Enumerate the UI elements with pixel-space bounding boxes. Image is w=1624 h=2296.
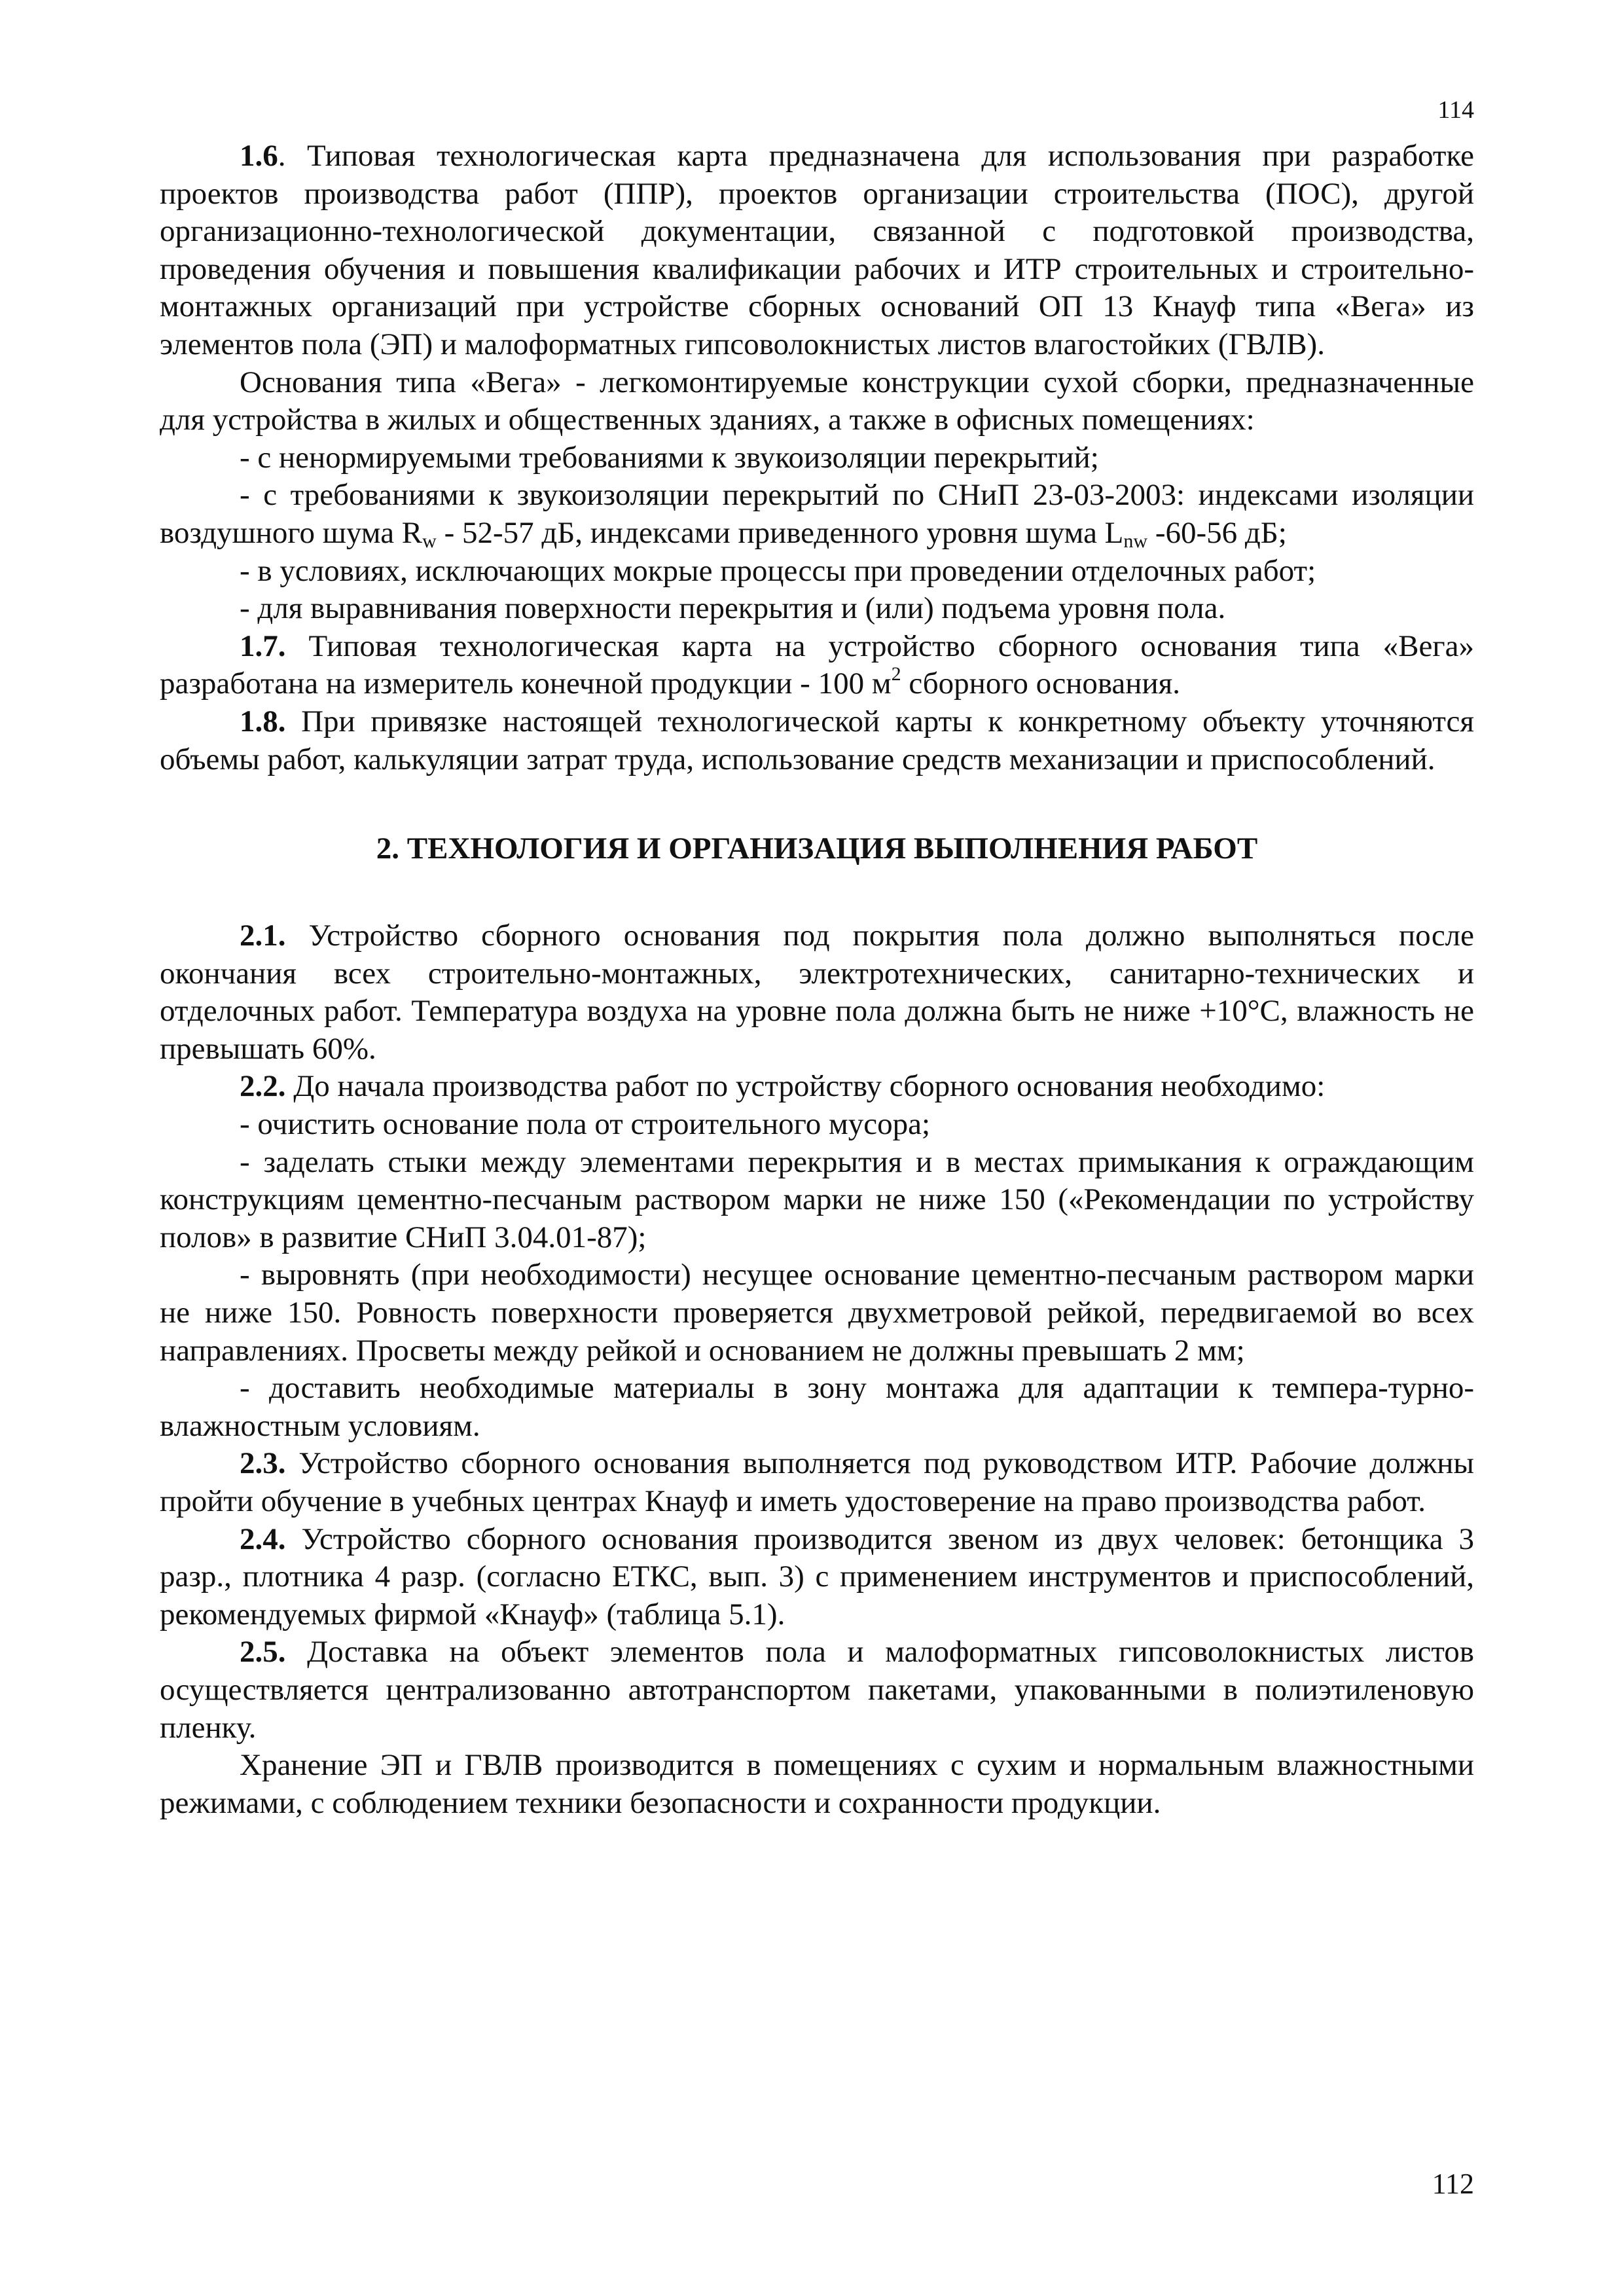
page-number-top: 114	[1437, 96, 1474, 124]
paragraph-2-1: 2.1. Устройство сборного основания под покрытия пола должно выполняться после окончания всех строительно-монтажных, электротехнических, санитарно-технических и отделочных работ. Температура воздуха на уровне пола должна быть не ниже +10°С, влажность не превышать 60%.	[160, 919, 1474, 1066]
paragraph-number: 2.3.	[240, 1446, 286, 1481]
list-item: - доставить необходимые материалы в зону монтажа для адаптации к темпера-турно-влажностным условиям.	[160, 1371, 1474, 1443]
paragraph-text: . Типовая технологическая карта предназначена для использования при разработке проектов производства работ (ППР), проектов организации строительства (ПОС), другой организационно-технологической документации, связанной с подготовкой производства, проведения обучения и повышения квалификации рабочих и ИТР строительных и строительно-монтажных организаций при устройстве сборных оснований ОП 13 Кнауф типа «Вега» из элементов пола (ЭП) и малоформатных гипсоволокнистых листов влагостойких (ГВЛВ).	[160, 139, 1474, 361]
paragraph-1-8: 1.8. При привязке настоящей технологической карты к конкретному объекту уточняются объемы работ, калькуляции затрат труда, использование средств механизации и приспособлений.	[160, 704, 1474, 776]
paragraph-2-3: 2.3. Устройство сборного основания выполняется под руководством ИТР. Рабочие должны пройти обучение в учебных центрах Кнауф и иметь удостоверение на право производства работ.	[160, 1446, 1474, 1518]
paragraph-2-5: 2.5. Доставка на объект элементов пола и малоформатных гипсоволокнистых листов осуществляется централизованно автотранспортом пакетами, упакованными в полиэтиленовую пленку.	[160, 1635, 1474, 1745]
paragraph-number: 2.2.	[240, 1069, 286, 1104]
list-item: - заделать стыки между элементами перекрытия и в местах примыкания к ограждающим конструкциям цементно-песчаным раствором марки не ниже 150 («Рекомендации по устройству полов» в развитие СНиП 3.04.01-87);	[160, 1144, 1474, 1254]
paragraph-number: 2.5.	[240, 1635, 286, 1669]
paragraph-1-7: 1.7. Типовая технологическая карта на устройство сборного основания типа «Вега» разработана на измеритель конечной продукции - 100 $м^2$ сборного основания.	[160, 629, 1474, 701]
paragraph-2-4: 2.4. Устройство сборного основания производится звеном из двух человек: бетонщика 3 разр., плотника 4 разр. (согласно ЕТКС, вып. 3) с применением инструментов и приспособлений, рекомендуемых фирмой «Кнауф» (таблица 5.1).	[160, 1522, 1474, 1631]
list-item: - в условиях, исключающих мокрые процессы при проведении отделочных работ;	[240, 553, 1316, 588]
paragraph-number: 2.4.	[240, 1522, 286, 1556]
paragraph-number: 2.1.	[240, 919, 286, 953]
list-item: - для выравнивания поверхности перекрытия и (или) подъема уровня пола.	[240, 591, 1226, 626]
paragraph-storage: Хранение ЭП и ГВЛВ производится в помещениях с сухим и нормальным влажностными режимами, с соблюдением техники безопасности и сохранности продукции.	[160, 1748, 1474, 1820]
paragraph-1-6	[160, 137, 1474, 364]
paragraph-number: 1.8.	[240, 704, 286, 738]
page-number-bottom: 112	[1432, 2168, 1474, 2200]
paragraph-number: 1.7.	[240, 629, 286, 663]
paragraph-2-2: 2.2. До начала производства работ по устройству сборного основания необходимо:	[240, 1069, 1326, 1104]
document-body	[160, 137, 1474, 1822]
section-heading: 2. ТЕХНОЛОГИЯ И ОРГАНИЗАЦИЯ ВЫПОЛНЕНИЯ РАБОТ	[376, 831, 1258, 866]
list-item: - с требованиями к звукоизоляции перекрытий по СНиП 23-03-2003: индексами изоляции воздушного шума $R_w - 52-57$ дБ, индексами приведенного уровня шума $L_{nw}$ -60-56 дБ;	[160, 478, 1474, 552]
list-item: - выровнять (при необходимости) несущее основание цементно-песчаным раствором марки не ниже 150. Ровность поверхности проверяется двухметровой рейкой, передвигаемой во всех направлениях. Просветы между рейкой и основанием не должны превышать 2 мм;	[160, 1258, 1474, 1368]
list-item: - с ненормируемыми требованиями к звукоизоляции перекрытий;	[240, 440, 1099, 475]
paragraph-vega-intro: Основания типа «Вега» - легкомонтируемые конструкции сухой сборки, предназначенные для устройства в жилых и общественных зданиях, а также в офисных помещениях:	[160, 365, 1474, 437]
paragraph-number: 1.6	[240, 139, 278, 173]
list-item: - очистить основание пола от строительного мусора;	[240, 1107, 930, 1142]
